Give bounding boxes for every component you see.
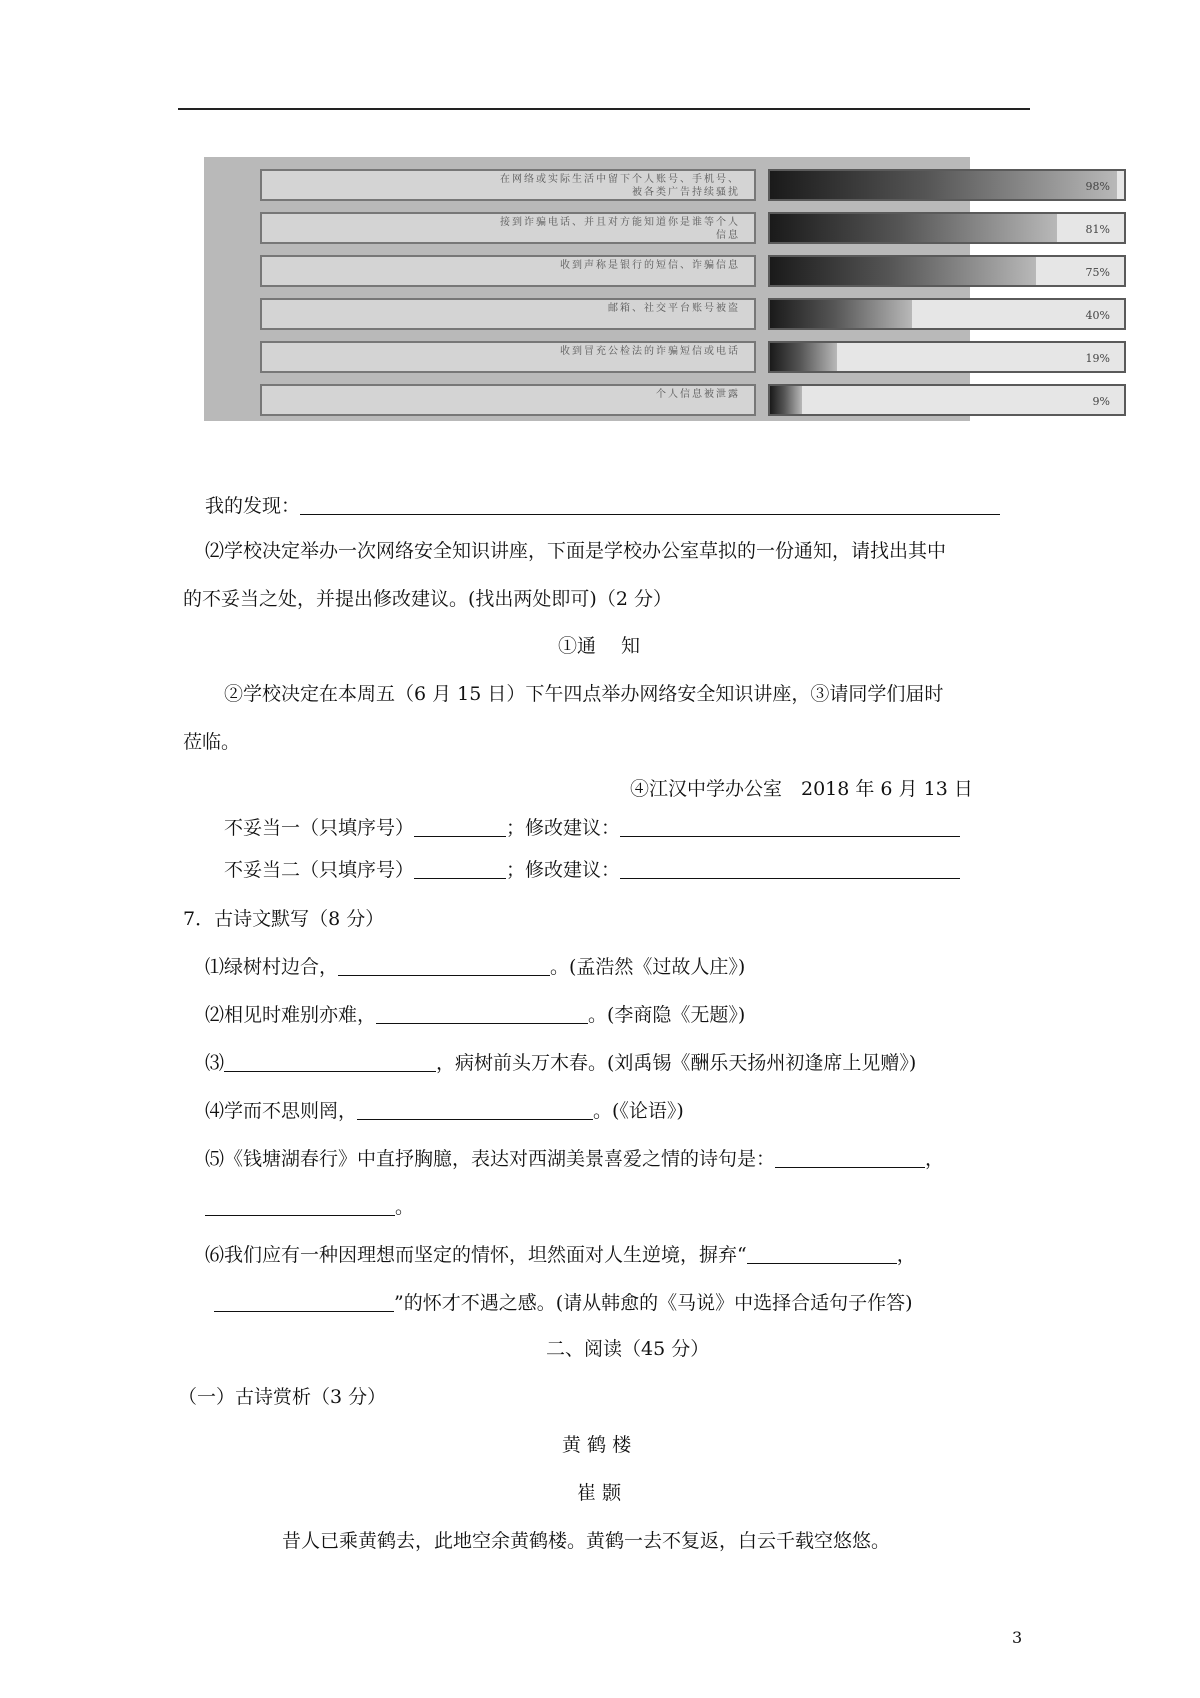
chart-bar (770, 257, 1036, 285)
suggestion2-blank (620, 860, 960, 879)
chart-category-box (260, 169, 756, 201)
notice-line1: ②学校决定在本周五（6 月 15 日）下午四点举办网络安全知识讲座，③请同学们届时 (224, 683, 944, 705)
p2-prefix: ⑵相见时难别亦难， (205, 1004, 377, 1026)
discovery-blank (300, 496, 1000, 515)
discovery-label: 我的发现： (205, 495, 301, 517)
chart-category-box (260, 384, 756, 416)
chart-category-box (260, 298, 756, 330)
notice-line2: 莅临。 (183, 731, 241, 753)
chart-bar (770, 171, 1117, 199)
discovery-line (205, 496, 1000, 516)
chart-category-box (260, 341, 756, 373)
p6-comma: ， (896, 1244, 916, 1266)
p1-suffix: 。(孟浩然《过故人庄》) (550, 956, 746, 978)
poem-fill-1 (205, 957, 745, 977)
chart-bar-frame (768, 298, 1126, 330)
chart-value-label: 98% (1085, 180, 1110, 193)
p5-comma: ， (925, 1148, 945, 1170)
chart-value-label: 40% (1085, 309, 1110, 322)
chart-bar (770, 386, 802, 414)
improper2-label: 不妥当二（只填序号） (224, 859, 415, 881)
chart-bar-frame (768, 384, 1126, 416)
chart-category-label: 收到声称是银行的短信、诈骗信息 (560, 260, 740, 271)
p2-blank (376, 1005, 588, 1024)
p1-blank (338, 957, 550, 976)
chart-bar-frame (768, 341, 1126, 373)
chart-value-label: 75% (1085, 266, 1110, 279)
p4-blank (357, 1101, 593, 1120)
chart-category-box (260, 255, 756, 287)
poem-fill-6 (205, 1245, 916, 1265)
suggestion1-blank (620, 818, 960, 837)
p1-prefix: ⑴绿树村边合， (205, 956, 339, 978)
poem-title: 黄 鹤 楼 (562, 1434, 632, 1456)
header-rule (178, 108, 1030, 110)
chart-bar (770, 214, 1057, 242)
chart-category-label: 个人信息被泄露 (656, 389, 740, 400)
subsection-heading: （一）古诗赏析（3 分） (178, 1386, 387, 1408)
chart-category-label: 接到诈骗电话、并且对方能知道你是谁等个人信息 (500, 217, 740, 241)
chart-bar (770, 300, 912, 328)
chart-category-label: 邮箱、社交平台账号被盗 (608, 303, 740, 314)
p6-blank-2 (214, 1293, 394, 1312)
separator: ； (506, 817, 526, 839)
p6-blank-1 (747, 1245, 897, 1264)
q2-line2: 的不妥当之处，并提出修改建议。(找出两处即可)（2 分） (183, 588, 672, 610)
q2-line1: ⑵学校决定举办一次网络安全知识讲座，下面是学校办公室草拟的一份通知，请找出其中 (205, 540, 947, 562)
chart-bar (770, 343, 837, 371)
p5-end: 。 (395, 1196, 415, 1218)
p4-suffix: 。(《论语》) (593, 1100, 684, 1122)
q7-title: 7．古诗文默写（8 分） (183, 908, 385, 930)
chart-category-box (260, 212, 756, 244)
p6-suffix: ”的怀才不遇之感。(请从韩愈的《马说》中选择合适句子作答) (394, 1292, 913, 1314)
suggestion1-label: 修改建议： (525, 817, 621, 839)
chart-bar-frame (768, 169, 1126, 201)
improper-row-2 (224, 860, 960, 880)
p3-blank (224, 1053, 436, 1072)
poem-fill-6-cont (214, 1293, 913, 1313)
notice-title: ①通 知 (558, 635, 641, 657)
notice-signature: ④江汉中学办公室 2018 年 6 月 13 日 (630, 778, 973, 800)
poem-fill-2 (205, 1005, 745, 1025)
chart-bar-frame (768, 212, 1126, 244)
p4-prefix: ⑷学而不思则罔， (205, 1100, 358, 1122)
p3-prefix: ⑶ (205, 1052, 225, 1074)
improper-row-1 (224, 818, 960, 838)
page-number: 3 (1012, 1628, 1023, 1647)
chart-value-label: 81% (1085, 223, 1110, 236)
chart-value-label: 19% (1085, 352, 1110, 365)
improper2-blank (414, 860, 506, 879)
chart-bar-frame (768, 255, 1126, 287)
survey-bar-chart (204, 157, 1110, 421)
section-two-heading: 二、阅读（45 分） (546, 1338, 710, 1360)
p2-suffix: 。(李商隐《无题》) (588, 1004, 746, 1026)
improper1-label: 不妥当一（只填序号） (224, 817, 415, 839)
chart-category-label: 在网络或实际生活中留下个人账号、手机号、被各类广告持续骚扰 (500, 174, 740, 198)
p6-prefix: ⑹我们应有一种因理想而坚定的情怀，坦然面对人生逆境，摒弃“ (205, 1244, 747, 1266)
suggestion2-label: 修改建议： (525, 859, 621, 881)
p5-blank-2 (205, 1197, 395, 1216)
separator: ； (506, 859, 526, 881)
p5-prefix: ⑸《钱塘湖春行》中直抒胸臆，表达对西湖美景喜爱之情的诗句是： (205, 1148, 776, 1170)
poem-author: 崔 颢 (577, 1482, 622, 1504)
poem-fill-4 (205, 1101, 684, 1121)
chart-category-label: 收到冒充公检法的诈骗短信或电话 (560, 346, 740, 357)
poem-line-1: 昔人已乘黄鹤去，此地空余黄鹤楼。黄鹤一去不复返，白云千载空悠悠。 (282, 1530, 891, 1552)
poem-fill-3 (205, 1053, 916, 1073)
p5-blank-1 (775, 1149, 925, 1168)
chart-value-label: 9% (1092, 395, 1110, 408)
poem-fill-5 (205, 1149, 944, 1169)
p3-suffix: ，病树前头万木春。(刘禹锡《酬乐天扬州初逢席上见赠》) (436, 1052, 917, 1074)
improper1-blank (414, 818, 506, 837)
poem-fill-5-cont (205, 1197, 414, 1217)
